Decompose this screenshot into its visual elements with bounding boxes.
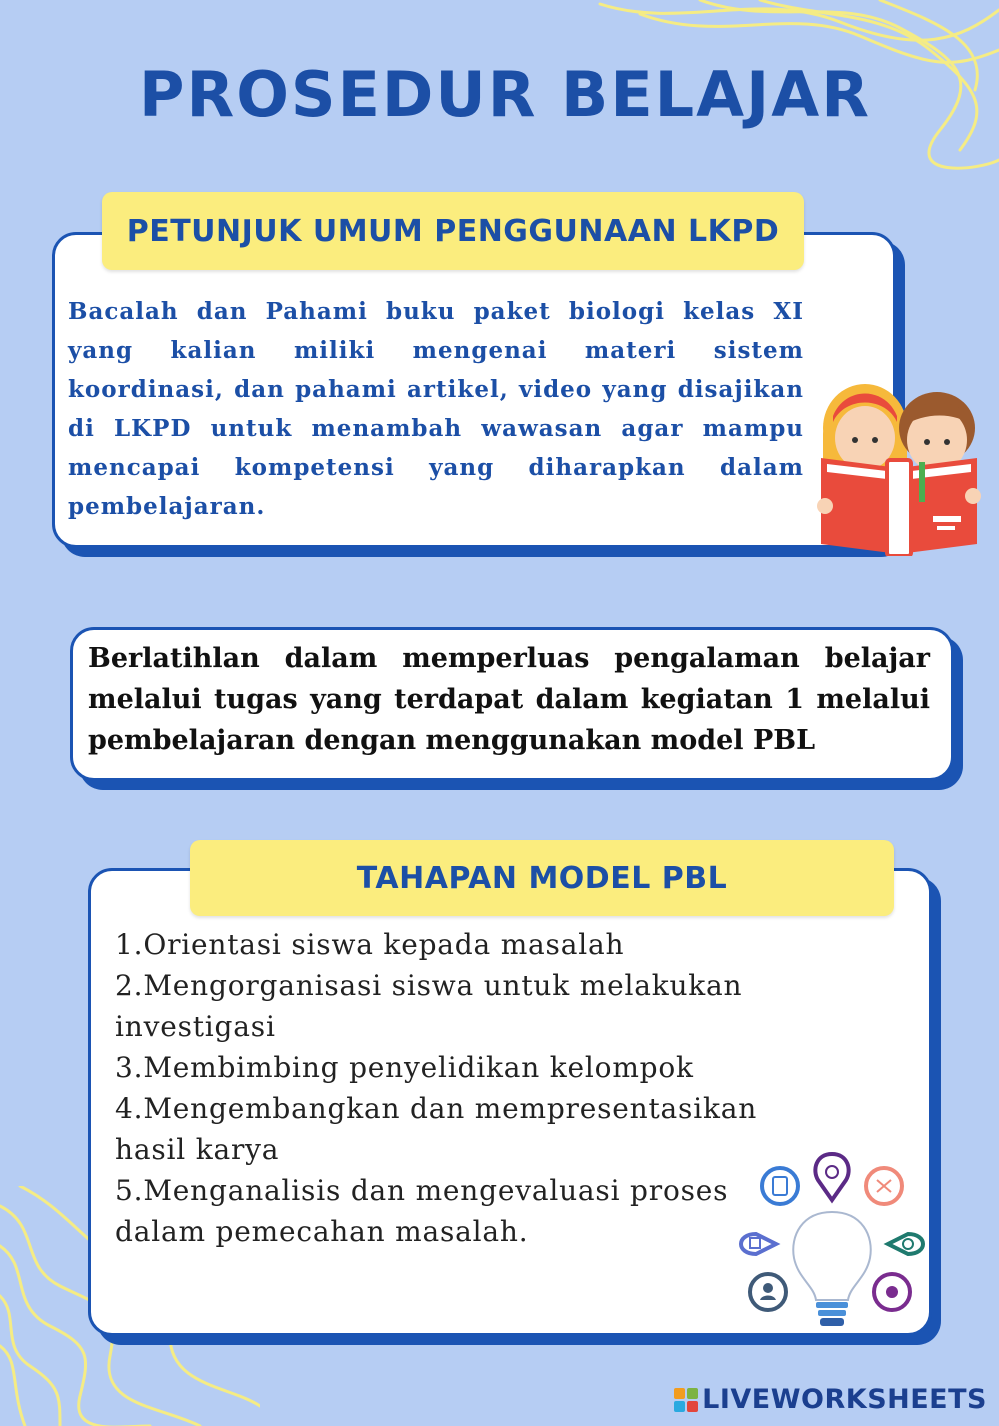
pbl-steps-heading: TAHAPAN MODEL PBL — [190, 840, 894, 916]
guidelines-heading: PETUNJUK UMUM PENGGUNAAN LKPD — [102, 192, 804, 270]
exercise-text: Berlatihlan dalam memperluas pengalaman belajar melalui tugas yang terdapat dalam kegiatan 1 melalui pembelajaran dengan menggunakan model PBL — [88, 643, 930, 756]
guidelines-text: Bacalah dan Pahami buku paket biologi kelas XI yang kalian miliki mengenai materi sistem koordinasi, dan pahami artikel, video yang disajikan di LKPD untuk menambah wawasan agar mampu mencapai kompetensi yang diharapkan dalam pembelajaran. — [68, 298, 804, 520]
pbl-step: 3.Membimbing penyelidikan kelompok — [115, 1051, 694, 1084]
pbl-step: 4.Mengembangkan dan mempresentasikan hasil karya — [115, 1092, 758, 1166]
liveworksheets-logo-icon — [674, 1388, 698, 1412]
pbl-step: 1.Orientasi siswa kepada masalah — [115, 928, 625, 961]
page-title: PROSEDUR BELAJAR — [139, 58, 871, 131]
lightbulb-idea-icons-illustration-icon — [732, 1150, 932, 1330]
liveworksheets-watermark — [674, 1384, 987, 1415]
pbl-steps-list — [115, 924, 765, 1252]
watermark-text: LIVEWORKSHEETS — [702, 1384, 987, 1415]
pbl-step: 5.Menganalisis dan mengevaluasi proses dalam pemecahan masalah. — [115, 1174, 729, 1248]
pbl-step: 2.Mengorganisasi siswa untuk melakukan investigasi — [115, 969, 743, 1043]
kids-reading-book-illustration-icon — [815, 376, 985, 556]
